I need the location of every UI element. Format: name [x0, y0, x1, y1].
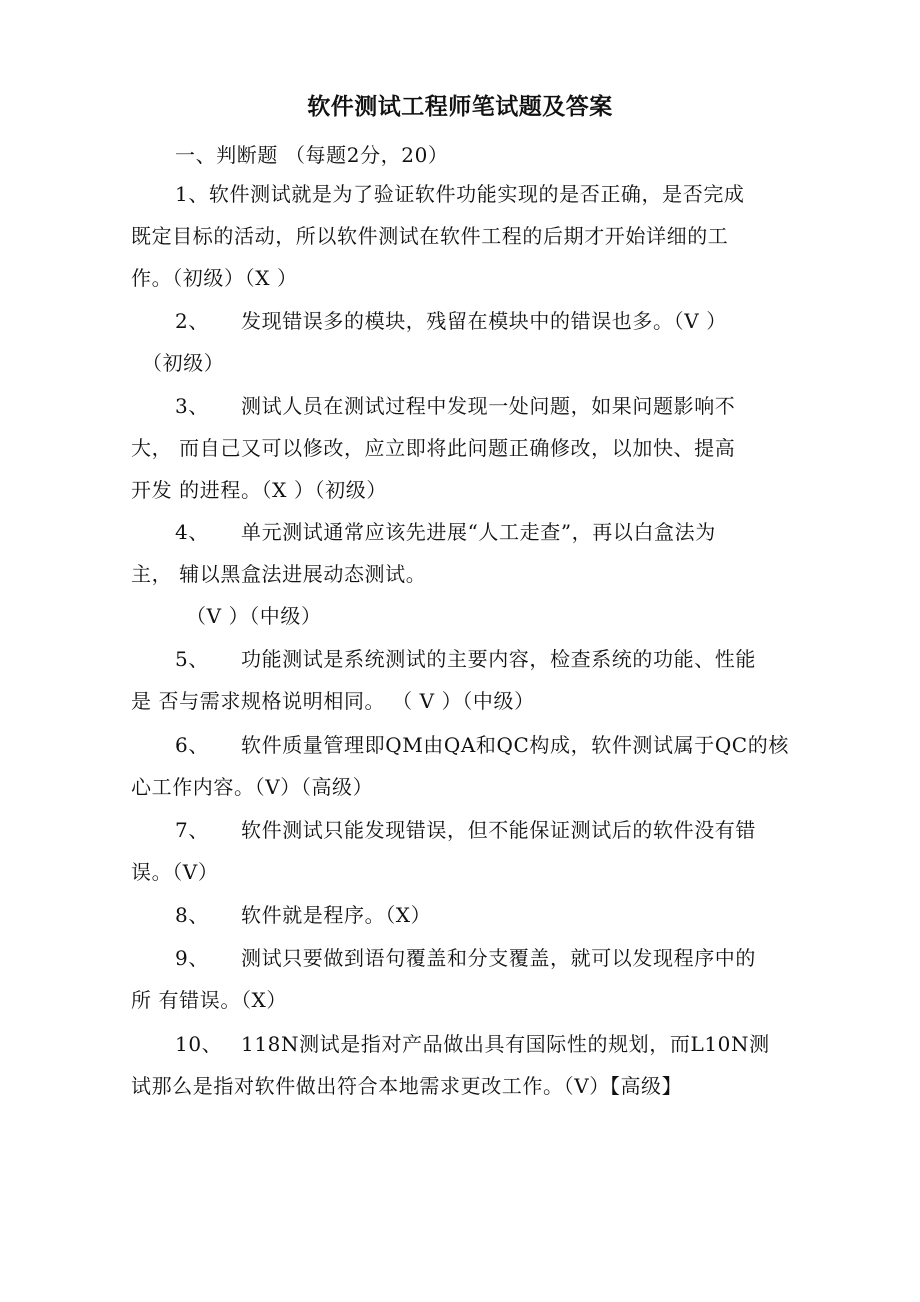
question-1-line-2: 既定目标的活动，所以软件测试在软件工程的后期才开始详细的工	[131, 224, 729, 248]
question-8-number: 8、	[175, 903, 209, 927]
question-3-line-1	[175, 392, 735, 420]
question-2-number: 2、	[175, 309, 209, 333]
question-10-line-1	[175, 1030, 770, 1058]
question-4-line-1	[175, 518, 716, 546]
question-5-line-1	[175, 645, 756, 673]
section-heading: 一、判断题 （每题2分，20）	[175, 143, 449, 167]
question-1-line-3: 作。（初级）（X ）	[131, 266, 298, 290]
question-3-line-3: 开发 的进程。（X ）（初级）	[131, 478, 387, 502]
question-5-line-2: 是 否与需求规格说明相同。 （ V ）（中级）	[131, 689, 535, 713]
question-4-text: 单元测试通常应该先进展“人工走查”，再以白盒法为	[241, 520, 716, 544]
question-4-line-3: （V ）（中级）	[186, 604, 322, 628]
question-2-text: 发现错误多的模块，残留在模块中的错误也多。（V ）	[241, 309, 727, 333]
question-4-number: 4、	[175, 520, 209, 544]
question-10-line-2: 试那么是指对软件做出符合本地需求更改工作。（V）【高级】	[131, 1074, 683, 1098]
question-6-text: 软件质量管理即QM由QA和QC构成，软件测试属于QC的核	[241, 733, 789, 757]
question-2-line-2: （初级）	[142, 351, 225, 375]
question-8-text: 软件就是程序。（X）	[241, 903, 432, 927]
question-5-text: 功能测试是系统测试的主要内容，检查系统的功能、性能	[241, 647, 756, 671]
question-8-line-1	[175, 901, 431, 929]
question-10-number: 10、	[175, 1032, 223, 1056]
question-9-text: 测试只要做到语句覆盖和分支覆盖，就可以发现程序中的	[241, 946, 756, 970]
question-6-line-1	[175, 731, 789, 759]
question-3-number: 3、	[175, 394, 209, 418]
question-2-line-1	[175, 307, 727, 335]
page-title: 软件测试工程师笔试题及答案	[307, 94, 613, 120]
question-9-line-1	[175, 944, 756, 972]
question-7-line-2: 误。（V）	[131, 860, 219, 884]
question-9-number: 9、	[175, 946, 209, 970]
question-4-line-2: 主， 辅以黑盒法进展动态测试。	[131, 562, 427, 586]
question-6-number: 6、	[175, 733, 209, 757]
question-10-text: 118N测试是指对产品做出具有国际性的规划，而L10N测	[241, 1032, 770, 1056]
question-1-line-1: 1、软件测试就是为了验证软件功能实现的是否正确，是否完成	[175, 182, 745, 206]
question-7-text: 软件测试只能发现错误，但不能保证测试后的软件没有错	[241, 818, 756, 842]
question-5-number: 5、	[175, 647, 209, 671]
question-3-text: 测试人员在测试过程中发现一处问题，如果问题影响不	[241, 394, 736, 418]
question-7-number: 7、	[175, 818, 209, 842]
question-6-line-2: 心工作内容。（V）（高级）	[131, 775, 374, 799]
question-7-line-1	[175, 816, 756, 844]
question-3-line-2: 大， 而自己又可以修改，应立即将此问题正确修改，以加快、提高	[131, 436, 736, 460]
question-9-line-2: 所 有错误。（X）	[131, 988, 287, 1012]
